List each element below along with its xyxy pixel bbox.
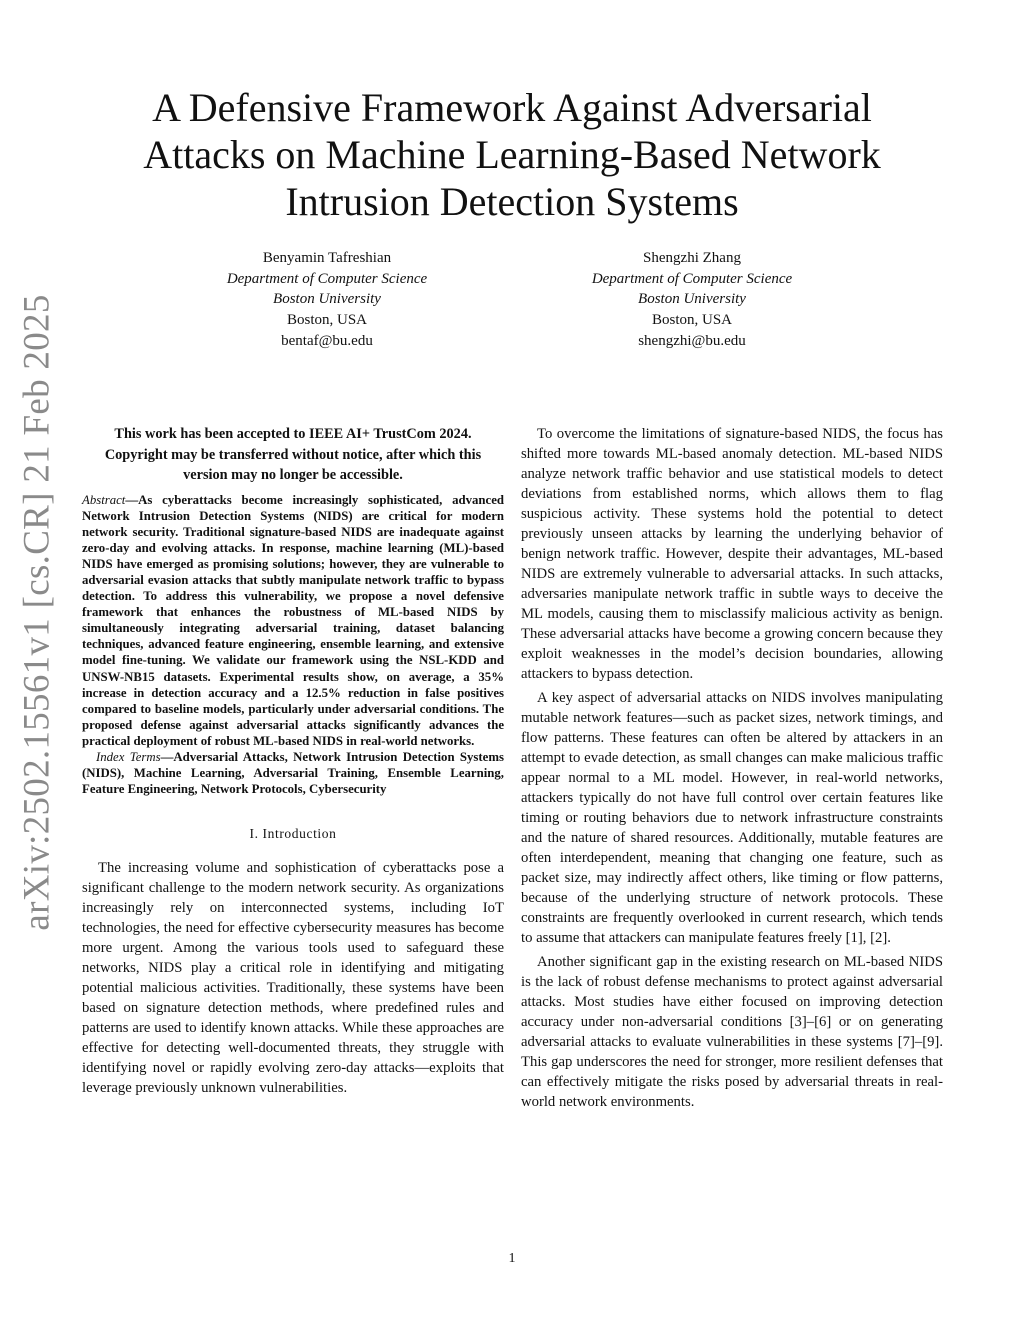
left-column — [82, 424, 504, 1098]
author-email: bentaf@bu.edu — [281, 332, 373, 349]
author-block-1 — [162, 248, 492, 352]
index-terms-text: —Adversarial Attacks, Network Intrusion Detection Systems (NIDS), Machine Learning, Adversarial Training, Ensemble Learning, Feature Engineering, Network Protocols, Cybersecurity — [82, 750, 504, 797]
author-name: Shengzhi Zhang — [643, 250, 741, 266]
body-paragraph: Another significant gap in the existing research on ML-based NIDS is the lack of robust defense mechanisms to protect against adversarial attacks. Most studies have either focused on improving detection accuracy under non-adversarial conditions [3]–[6] or on generating adversarial attacks to evaluate vulnerabilities in these systems [7]–[9]. This gap underscores the need for stronger, more resilient defenses that can effectively mitigate the risks posed by adversarial threats in real-world network environments. — [521, 954, 943, 1110]
page-number: 1 — [508, 1251, 516, 1266]
author-location: Boston, USA — [286, 312, 368, 329]
abstract-text: —As cyberattacks become increasingly sophisticated, advanced Network Intrusion Detection Systems (NIDS) are critical for modern network security. Traditional signature-based NIDS are inadequate against zero-day and evolving attacks. In response, machine learning (ML)-based NIDS have emerged as promising solutions; however, they are vulnerable to adversarial evasion attacks that subtly manipulate network traffic to bypass detection. To address this vulnerability, we propose a novel defensive framework that enhances the robustness of ML-based NIDS by simultaneously integrating adversarial training, dataset balancing techniques, advanced feature engineering, ensemble learning, and extensive model fine-tuning. We validate our framework using the NSL-KDD and UNSW-NB15 datasets. Experimental results show, on average, a 35% increase in detection accuracy and a 12.5% reduction in false positives compared to baseline models, particularly under adversarial conditions. The proposed defense against adversarial attacks significantly advances the practical deployment of robust ML-based NIDS in real-world networks. — [82, 492, 504, 748]
acceptance-notice: This work has been accepted to IEEE AI+ TrustCom 2024. Copyright may be transferred without notice, after which this version may no longer be accessible. — [104, 426, 482, 483]
body-paragraph: To overcome the limitations of signature-based NIDS, the focus has shifted more towards ML-based anomaly detection. ML-based NIDS analyze network traffic behavior and use statistical models to detect deviations from established norms, which allows them to flag suspicious activity. These systems hold the potential to detect previously unseen attacks by learning the underlying behavior of benign network traffic. However, despite their advantages, ML-based NIDS are extremely vulnerable to adversarial attacks. In such attacks, adversaries manipulate network traffic in subtle ways to deceive the ML models, causing them to misclassify malicious activity as benign. These adversarial attacks have become a growing concern because they exploit weaknesses in the model’s decision boundaries, allowing attackers to bypass detection. — [521, 426, 943, 682]
author-department: Department of Computer Science — [226, 270, 428, 287]
paper-title: A Defensive Framework Against Adversarial Attacks on Machine Learning-Based Network Intrusion Detection Systems — [143, 85, 881, 224]
author-department: Department of Computer Science — [591, 270, 793, 287]
intro-paragraph: The increasing volume and sophistication of cyberattacks pose a significant challenge to the modern network security. As organizations increasingly rely on interconnected systems, including IoT technologies, the need for effective cybersecurity measures has become more urgent. Among the various tools used to safeguard these networks, NIDS play a critical role in identifying and mitigating potential malicious activities. Traditionally, these systems have been based on signature detection methods, where predefined rules and patterns are used to identify known attacks. While these approaches are effective for detecting well-documented threats, they struggle with identifying novel or rapidly evolving zero-day attacks—exploits that leverage previously unknown vulnerabilities. — [82, 860, 504, 1097]
right-column — [521, 424, 943, 1116]
abstract-label: Abstract — [82, 492, 126, 507]
author-location: Boston, USA — [651, 312, 733, 329]
arxiv-identifier-text: arXiv:2502.15561v1 [cs.CR] 21 Feb 2025 — [16, 294, 58, 931]
index-terms — [82, 749, 504, 797]
body-paragraph: A key aspect of adversarial attacks on NIDS involves manipulating mutable network features—such as packet sizes, network timings, and flow patterns. These features can often be altered by attackers in an attempt to evade detection, as small changes can make malicious traffic appear normal to a ML model. However, in real-world networks, attackers typically do not have full control over certain features like timing or routing behaviors due to network infrastructure constraints and the nature of shared resources. Additionally, mutable features are often interdependent, meaning that changing one feature, such as packet size, may indirectly affect others, like timing or flow patterns, because of the underlying structure of network protocols. These constraints are frequently overlooked in current research, which tends to assume that attackers can manipulate features freely [1], [2]. — [521, 690, 943, 946]
section-heading-introduction: I. Introduction — [249, 826, 337, 842]
abstract — [82, 492, 504, 750]
author-block-2 — [527, 248, 857, 352]
arxiv-identifier — [6, 294, 68, 931]
author-email: shengzhi@bu.edu — [638, 332, 746, 349]
index-terms-label: Index Terms — [96, 750, 161, 764]
author-university: Boston University — [273, 291, 381, 308]
author-name: Benyamin Tafreshian — [262, 250, 392, 266]
author-university: Boston University — [638, 291, 746, 308]
